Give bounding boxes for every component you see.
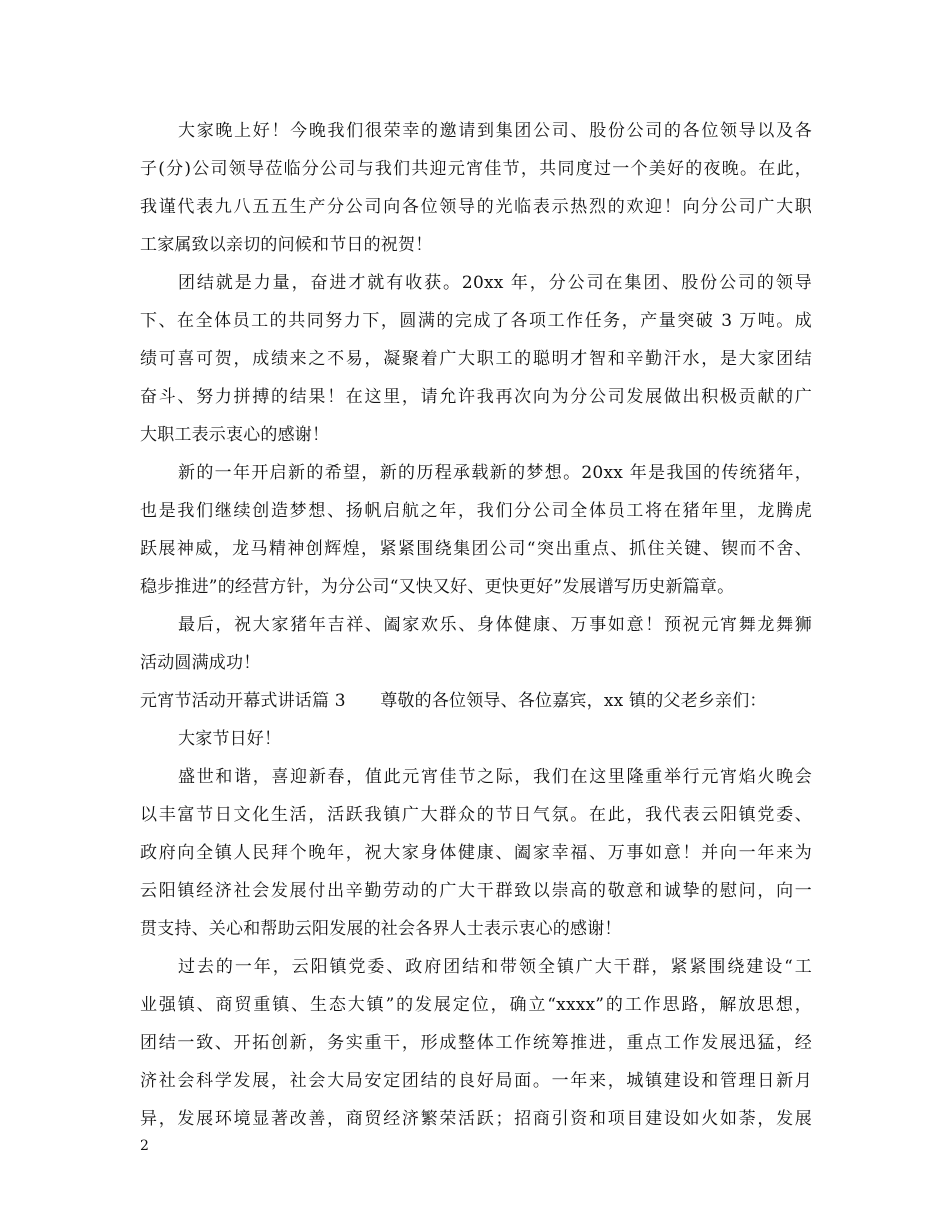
paragraph-3-line-2: 也是我们继续创造梦想、扬帆启航之年，我们分公司全体员工将在猪年里，龙腾虎 [140, 501, 812, 521]
greeting-line: 大家节日好！ [178, 729, 282, 749]
paragraph-5-line-3: 政府向全镇人民拜个晚年，祝大家身体健康、阖家幸福、万事如意！并向一年来为 [140, 843, 812, 863]
paragraph-3-line-1: 新的一年开启新的希望，新的历程承载新的梦想。20xx 年是我国的传统猪年， [178, 463, 812, 483]
page-number: 2 [140, 1138, 149, 1154]
section-heading-line: 元宵节活动开幕式讲话篇 3 尊敬的各位领导、各位嘉宾，xx 镇的父老乡亲们： [140, 691, 767, 711]
paragraph-2-line-5: 大职工表示衷心的感谢！ [140, 425, 330, 445]
paragraph-3-line-3: 跃展神威，龙马精神创辉煌，紧紧围绕集团公司“突出重点、抓住关键、锲而不舍、 [140, 539, 812, 559]
paragraph-5-line-2: 以丰富节日文化生活，活跃我镇广大群众的节日气氛。在此，我代表云阳镇党委、 [140, 805, 812, 825]
paragraph-1-line-3: 我谨代表九八五五生产分公司向各位领导的光临表示热烈的欢迎！向分公司广大职 [140, 197, 812, 217]
paragraph-4-line-1: 最后，祝大家猪年吉祥、阖家欢乐、身体健康、万事如意！预祝元宵舞龙舞狮 [178, 615, 812, 635]
paragraph-6-line-4: 济社会科学发展，社会大局安定团结的良好局面。一年来，城镇建设和管理日新月 [140, 1071, 812, 1091]
paragraph-3-line-4: 稳步推进”的经营方针，为分公司“又快又好、更快更好”发展谱写历史新篇章。 [140, 577, 735, 597]
paragraph-6-line-5: 异，发展环境显著改善，商贸经济繁荣活跃；招商引资和项目建设如火如荼，发展 [140, 1109, 812, 1129]
paragraph-2-line-1: 团结就是力量，奋进才就有收获。20xx 年，分公司在集团、股份公司的领导 [178, 273, 812, 293]
paragraph-1-line-1: 大家晚上好！今晚我们很荣幸的邀请到集团公司、股份公司的各位领导以及各 [178, 121, 812, 141]
paragraph-5-line-4: 云阳镇经济社会发展付出辛勤劳动的广大干群致以崇高的敬意和诚挚的慰问，向一 [140, 881, 812, 901]
paragraph-6-line-2: 业强镇、商贸重镇、生态大镇”的发展定位，确立“xxxx”的工作思路，解放思想， [140, 995, 812, 1015]
paragraph-2-line-2: 下、在全体员工的共同努力下，圆满的完成了各项工作任务，产量突破 3 万吨。成 [140, 311, 812, 331]
paragraph-6-line-1: 过去的一年，云阳镇党委、政府团结和带领全镇广大干群，紧紧围绕建设“工 [178, 957, 812, 977]
paragraph-2-line-4: 奋斗、努力拼搏的结果！在这里，请允许我再次向为分公司发展做出积极贡献的广 [140, 387, 812, 407]
paragraph-1-line-2: 子(分)公司领导莅临分公司与我们共迎元宵佳节，共同度过一个美好的夜晚。在此， [140, 159, 812, 179]
paragraph-2-line-3: 绩可喜可贺，成绩来之不易，凝聚着广大职工的聪明才智和辛勤汗水，是大家团结 [140, 349, 812, 369]
paragraph-1-line-4: 工家属致以亲切的问候和节日的祝贺！ [140, 235, 433, 255]
paragraph-5-line-5: 贯支持、关心和帮助云阳发展的社会各界人士表示衷心的感谢！ [140, 919, 622, 939]
paragraph-6-line-3: 团结一致、开拓创新，务实重干，形成整体工作统筹推进，重点工作发展迅猛，经 [140, 1033, 812, 1053]
paragraph-4-line-2: 活动圆满成功！ [140, 653, 261, 673]
paragraph-5-line-1: 盛世和谐，喜迎新春，值此元宵佳节之际，我们在这里隆重举行元宵焰火晚会 [178, 767, 812, 787]
